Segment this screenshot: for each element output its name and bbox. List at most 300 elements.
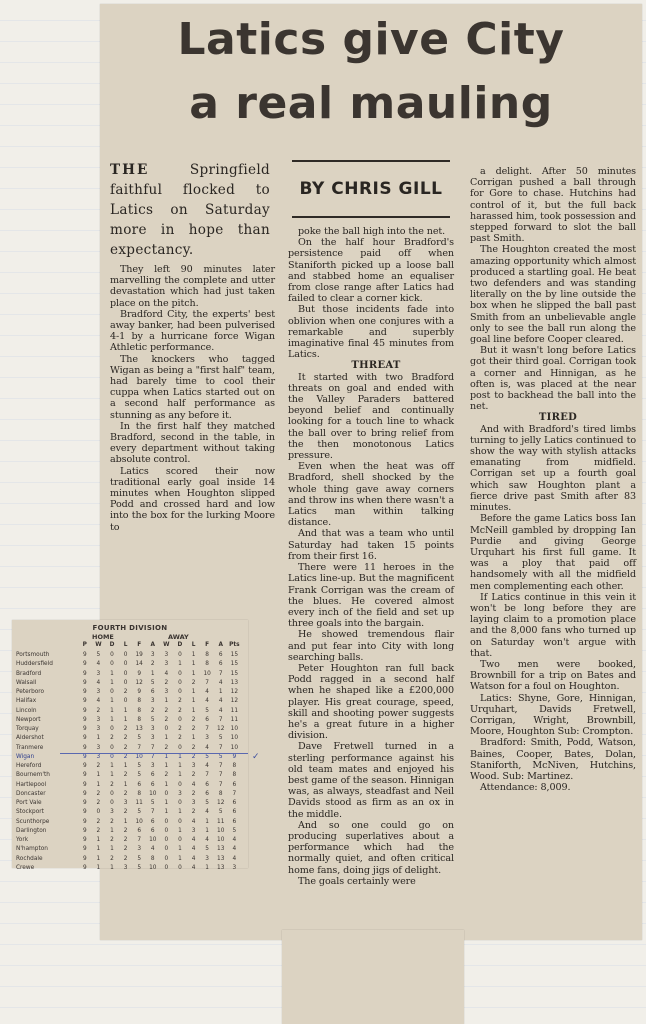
table-cell: 5 bbox=[218, 753, 223, 760]
table-cell: 4 bbox=[205, 837, 209, 843]
table-cell: 4 bbox=[205, 809, 209, 816]
column-header: F bbox=[137, 642, 142, 648]
table-cell: 0 bbox=[178, 744, 182, 751]
table-cell: 10 bbox=[217, 827, 225, 834]
team-name: York bbox=[16, 837, 29, 843]
table-cell: 8 bbox=[218, 790, 223, 797]
table-cell: 1 bbox=[178, 846, 182, 853]
table-cell: 6 bbox=[232, 781, 237, 788]
table-cell: 10 bbox=[217, 837, 225, 843]
table-cell: 3 bbox=[150, 726, 155, 732]
table-cell: 7 bbox=[137, 837, 142, 843]
table-cell: 0 bbox=[123, 679, 128, 686]
table-cell: 2 bbox=[178, 735, 182, 742]
table-cell: 9 bbox=[82, 670, 87, 677]
column-3-part-b bbox=[470, 424, 636, 794]
table-cell: 1 bbox=[178, 809, 182, 816]
table-cell: 1 bbox=[110, 772, 114, 779]
team-name: Rochdale bbox=[16, 855, 43, 862]
table-cell: 7 bbox=[218, 763, 223, 769]
table-cell: 1 bbox=[96, 837, 101, 843]
table-cell: 2 bbox=[191, 744, 196, 751]
table-cell: 0 bbox=[178, 679, 182, 686]
column-2-part-a bbox=[288, 226, 454, 360]
team-name: Doncaster bbox=[16, 790, 46, 797]
table-cell: 2 bbox=[96, 818, 101, 825]
table-cell: 0 bbox=[164, 864, 169, 871]
table-cell: 2 bbox=[191, 772, 196, 779]
table-cell: 6 bbox=[150, 689, 155, 695]
table-cell: 13 bbox=[217, 855, 225, 862]
table-cell: 13 bbox=[135, 726, 143, 732]
table-cell: 1 bbox=[150, 670, 155, 677]
table-cell: 1 bbox=[191, 652, 196, 658]
table-cell: 6 bbox=[232, 818, 237, 825]
table-cell: 5 bbox=[205, 846, 209, 853]
table-cell: 4 bbox=[218, 679, 223, 686]
table-cell: 6 bbox=[205, 790, 209, 797]
table-cell: 3 bbox=[191, 827, 196, 834]
table-cell: 2 bbox=[110, 781, 114, 788]
table-cell: 2 bbox=[150, 661, 155, 668]
table-cell: 0 bbox=[110, 744, 114, 751]
table-cell: 7 bbox=[218, 716, 223, 723]
table-cell: 6 bbox=[232, 809, 237, 816]
table-cell: 1 bbox=[96, 855, 101, 862]
table-cell: 4 bbox=[164, 670, 169, 677]
paragraph: They left 90 minutes later marvelling the complete and utter devastation which had just taken place on the pitch. bbox=[110, 264, 275, 309]
column-header: Pts bbox=[229, 642, 240, 648]
column-header: A bbox=[218, 642, 223, 648]
table-cell: 4 bbox=[96, 698, 101, 705]
table-cell: 4 bbox=[218, 707, 223, 714]
table-cell: 1 bbox=[164, 809, 169, 816]
table-cell: 2 bbox=[123, 753, 128, 760]
table-cell: 7 bbox=[232, 790, 237, 797]
table-cell: 4 bbox=[232, 855, 237, 862]
table-cell: 2 bbox=[123, 846, 128, 853]
table-cell: 4 bbox=[191, 864, 196, 871]
table-cell: 2 bbox=[164, 707, 169, 714]
table-cell: 19 bbox=[135, 652, 143, 658]
table-cell: 9 bbox=[82, 698, 87, 705]
table-cell: 1 bbox=[164, 781, 169, 788]
table-cell: 6 bbox=[150, 818, 155, 825]
table-cell: 9 bbox=[82, 855, 87, 862]
table-cell: 0 bbox=[110, 661, 114, 668]
table-row bbox=[16, 771, 244, 780]
table-cell: 4 bbox=[96, 661, 101, 668]
team-name: N'hampton bbox=[16, 846, 48, 853]
table-cell: 6 bbox=[137, 781, 142, 788]
table-cell: 12 bbox=[217, 726, 225, 732]
table-cell: 0 bbox=[164, 855, 169, 862]
column-header: L bbox=[123, 642, 128, 648]
table-cell: 1 bbox=[110, 864, 114, 871]
table-cell: 3 bbox=[150, 735, 155, 742]
table-cell: 5 bbox=[137, 772, 142, 779]
table-row bbox=[16, 734, 244, 743]
table-cell: 9 bbox=[82, 661, 87, 668]
table-cell: 0 bbox=[110, 689, 114, 695]
table-row bbox=[16, 836, 244, 845]
table-cell: 1 bbox=[164, 763, 169, 769]
table-cell: 9 bbox=[82, 744, 87, 751]
column-header: D bbox=[109, 642, 115, 648]
table-cell: 3 bbox=[123, 800, 128, 806]
table-cell: 7 bbox=[218, 781, 223, 788]
table-cell: 3 bbox=[96, 744, 101, 751]
table-cell: 0 bbox=[178, 689, 182, 695]
table-cell: 3 bbox=[205, 735, 209, 742]
table-row bbox=[16, 716, 244, 725]
headline-line-1: Latics give City bbox=[177, 14, 565, 65]
table-cell: 0 bbox=[164, 790, 169, 797]
team-name: Peterboro bbox=[16, 689, 45, 695]
table-cell: 7 bbox=[218, 772, 223, 779]
table-cell: 1 bbox=[178, 827, 182, 834]
table-cell: 2 bbox=[191, 809, 196, 816]
table-cell: 1 bbox=[191, 670, 196, 677]
paragraph: But those incidents fade into oblivion when one conjures with a remarkable and superbly imaginative final 45 minutes from Latics. bbox=[288, 304, 454, 361]
column-header: D bbox=[177, 642, 183, 648]
table-cell: 9 bbox=[82, 735, 87, 742]
team-name: Bradford bbox=[16, 670, 42, 677]
article-column-2 bbox=[288, 226, 454, 887]
table-cell: 8 bbox=[232, 772, 237, 779]
table-cell: 15 bbox=[230, 661, 239, 668]
table-cell: 9 bbox=[82, 809, 87, 816]
table-cell: 2 bbox=[96, 707, 101, 714]
table-cell: 1 bbox=[191, 707, 196, 714]
intro-paragraph bbox=[110, 160, 270, 260]
table-cell: 4 bbox=[232, 837, 237, 843]
table-cell: 5 bbox=[137, 735, 142, 742]
table-cell: 10 bbox=[203, 670, 211, 677]
table-cell: 2 bbox=[164, 772, 169, 779]
table-cell: 9 bbox=[82, 781, 87, 788]
table-cell: 9 bbox=[82, 652, 87, 658]
table-cell: 2 bbox=[150, 707, 155, 714]
table-cell: 3 bbox=[123, 864, 128, 871]
table-cell: 8 bbox=[137, 716, 142, 723]
table-cell: 0 bbox=[178, 781, 182, 788]
team-name: Crewe bbox=[16, 864, 35, 871]
table-cell: 1 bbox=[123, 763, 128, 769]
team-name: Port Vale bbox=[16, 800, 42, 806]
table-cell: 3 bbox=[150, 698, 155, 705]
table-cell: 13 bbox=[217, 864, 225, 871]
team-name: Aldershot bbox=[16, 735, 44, 742]
table-cell: 4 bbox=[191, 855, 196, 862]
intro-text: Springfield faithful flocked to Latics on Saturday more in hope than expectancy. bbox=[110, 162, 270, 258]
table-cell: 6 bbox=[205, 781, 209, 788]
table-cell: 12 bbox=[230, 698, 239, 705]
table-cell: 13 bbox=[230, 679, 239, 686]
table-cell: 1 bbox=[123, 716, 128, 723]
table-cell: 3 bbox=[110, 809, 114, 816]
table-cell: 9 bbox=[82, 726, 87, 732]
paragraph: It started with two Bradford threats on goal and ended with the Valley Paraders battered beyond belief and continually looking for a touch line to whack the ball over to bring relief from the then monotonous Latics pressure. bbox=[288, 371, 454, 462]
table-cell: 1 bbox=[164, 753, 169, 760]
table-cell: 1 bbox=[110, 707, 114, 714]
table-cell: 0 bbox=[164, 837, 169, 843]
team-name: Stockport bbox=[16, 809, 44, 816]
table-cell: 10 bbox=[230, 744, 239, 751]
table-cell: 6 bbox=[218, 661, 223, 668]
table-cell: 1 bbox=[96, 772, 101, 779]
table-cell: 5 bbox=[205, 707, 209, 714]
table-cell: 5 bbox=[232, 827, 237, 834]
table-cell: 1 bbox=[123, 818, 128, 825]
table-cell: 5 bbox=[150, 800, 155, 806]
table-cell: 5 bbox=[150, 716, 155, 723]
table-cell: 1 bbox=[178, 763, 182, 769]
table-cell: 11 bbox=[230, 716, 239, 723]
table-cell: 9 bbox=[137, 670, 142, 677]
table-cell: 7 bbox=[218, 670, 223, 677]
table-cell: 2 bbox=[96, 790, 101, 797]
table-cell: 7 bbox=[150, 753, 155, 760]
table-cell: 6 bbox=[150, 781, 155, 788]
table-cell: 0 bbox=[110, 652, 114, 658]
table-cell: 1 bbox=[178, 753, 182, 760]
table-cell: 3 bbox=[232, 864, 237, 871]
table-cell: 1 bbox=[96, 735, 101, 742]
table-cell: 2 bbox=[123, 726, 128, 732]
table-row bbox=[16, 697, 244, 706]
table-cell: 2 bbox=[178, 726, 182, 732]
table-cell: 2 bbox=[123, 827, 128, 834]
table-cell: 2 bbox=[96, 763, 101, 769]
table-cell: 15 bbox=[230, 652, 239, 658]
table-cell: 1 bbox=[164, 800, 169, 806]
table-cell: 10 bbox=[230, 726, 239, 732]
article-column-1 bbox=[110, 264, 275, 533]
table-cell: 2 bbox=[191, 753, 196, 760]
table-cell: 1 bbox=[164, 698, 169, 705]
table-cell: 4 bbox=[96, 679, 101, 686]
pen-underline bbox=[60, 753, 248, 754]
table-cell: 7 bbox=[205, 679, 209, 686]
table-cell: 1 bbox=[205, 818, 209, 825]
table-cell: 3 bbox=[96, 753, 101, 760]
table-row bbox=[16, 725, 244, 734]
table-cell: 4 bbox=[218, 698, 223, 705]
table-row bbox=[16, 799, 244, 808]
table-cell: 2 bbox=[123, 790, 128, 797]
paragraph: If Latics continue in this vein it won't be long before they are laying claim to a promotion place and the 8,000 fans who turned up on Saturday won't argue with that. bbox=[470, 591, 636, 659]
table-cell: 0 bbox=[123, 670, 128, 677]
table-cell: 2 bbox=[123, 772, 128, 779]
table-cell: 2 bbox=[110, 837, 114, 843]
table-cell: 9 bbox=[82, 753, 87, 760]
table-cell: 3 bbox=[178, 790, 182, 797]
table-cell: 6 bbox=[205, 716, 209, 723]
table-cell: 2 bbox=[178, 698, 182, 705]
table-cell: 0 bbox=[110, 790, 114, 797]
pen-mark-glyph: ✓ bbox=[252, 752, 260, 762]
table-cell: 9 bbox=[82, 837, 87, 843]
subhead-tired: TIRED bbox=[538, 412, 578, 424]
column-header: W bbox=[95, 642, 102, 648]
table-cell: 4 bbox=[150, 846, 155, 853]
table-cell: 9 bbox=[82, 763, 87, 769]
table-cell: 4 bbox=[191, 818, 196, 825]
table-cell: 0 bbox=[178, 800, 182, 806]
paragraph: Bradford: Smith, Podd, Watson, Baines, Cooper, Bates, Dolan, Staniforth, McNiven, Hutchins, Wood. Sub: Martinez. bbox=[470, 737, 636, 782]
table-cell: 2 bbox=[123, 744, 128, 751]
table-cell: 9 bbox=[82, 689, 87, 695]
table-cell: 2 bbox=[110, 735, 114, 742]
table-cell: 1 bbox=[110, 679, 114, 686]
table-row bbox=[16, 670, 244, 679]
table-cell: 0 bbox=[164, 827, 169, 834]
table-cell: 10 bbox=[135, 753, 143, 760]
table-cell: 1 bbox=[110, 716, 114, 723]
table-cell: 9 bbox=[82, 679, 87, 686]
table-cell: 2 bbox=[123, 689, 128, 695]
table-cell: 5 bbox=[137, 763, 142, 769]
table-cell: 8 bbox=[137, 707, 142, 714]
table-cell: 2 bbox=[123, 837, 128, 843]
table-cell: 10 bbox=[135, 818, 143, 825]
paragraph: But it wasn't long before Latics got their third goal. Corrigan took a corner and Hinnigan, as he often is, was placed at the near post to backhead the ball into the net. bbox=[470, 345, 636, 413]
column-header: P bbox=[82, 642, 87, 648]
table-cell: 1 bbox=[123, 707, 128, 714]
table-cell: 0 bbox=[178, 818, 182, 825]
table-cell: 0 bbox=[123, 652, 128, 658]
paragraph: Before the game Latics boss Ian McNeill gambled by dropping Ian Purdie and giving George Urquhart his first full game. It was a ploy that paid off handsomely with all the midfield men complementing each other. bbox=[470, 513, 636, 592]
table-row bbox=[16, 790, 244, 799]
headline-line-2: a real mauling bbox=[189, 78, 553, 129]
table-cell: 1 bbox=[96, 864, 101, 871]
table-cell: 1 bbox=[191, 661, 196, 668]
table-cell: 6 bbox=[150, 827, 155, 834]
table-cell: 8 bbox=[205, 661, 209, 668]
table-cell: 8 bbox=[137, 790, 142, 797]
table-cell: 12 bbox=[217, 800, 225, 806]
table-cell: 5 bbox=[205, 753, 209, 760]
table-cell: 2 bbox=[110, 818, 114, 825]
league-table-title: FOURTH DIVISION bbox=[92, 624, 168, 632]
table-cell: 15 bbox=[230, 670, 239, 677]
table-cell: 9 bbox=[82, 716, 87, 723]
byline: BY CHRIS GILL bbox=[292, 160, 450, 218]
paragraph: Bradford City, the experts' best away banker, had been pulverised 4-1 by a hurricane force Wigan Athletic performance. bbox=[110, 308, 275, 354]
paragraph: He showed tremendous flair and put fear into City with long searching balls. bbox=[288, 629, 454, 663]
table-cell: 2 bbox=[191, 716, 196, 723]
table-cell: 4 bbox=[191, 837, 196, 843]
table-cell: 11 bbox=[217, 818, 225, 825]
column-2-part-b bbox=[288, 372, 454, 887]
league-table-groups bbox=[16, 633, 244, 642]
table-cell: 2 bbox=[96, 827, 101, 834]
table-cell: 5 bbox=[150, 679, 155, 686]
table-row bbox=[16, 679, 244, 688]
table-cell: 5 bbox=[218, 735, 223, 742]
table-cell: 0 bbox=[178, 652, 182, 658]
column-header: A bbox=[150, 642, 156, 648]
paragraph: Dave Fretwell turned in a sterling performance against his old team mates and enjoyed his best game of the season. Hinnigan was, as always, steadfast and Neil Davids stood as firm as an ox in the middle. bbox=[288, 741, 454, 820]
table-cell: 0 bbox=[110, 753, 114, 760]
table-cell: 4 bbox=[205, 763, 209, 769]
table-cell: 1 bbox=[110, 846, 114, 853]
team-name: Torquay bbox=[16, 726, 39, 732]
table-cell: 1 bbox=[178, 772, 182, 779]
table-cell: 2 bbox=[110, 855, 114, 862]
paragraph: There were 11 heroes in the Latics line-up. But the magnificent Frank Corrigan was the cream of the blues. He covered almost every inch of the field and set up three goals into the bargain. bbox=[288, 562, 454, 630]
table-cell: 6 bbox=[150, 772, 155, 779]
table-cell: 4 bbox=[191, 781, 196, 788]
table-cell: 0 bbox=[123, 661, 128, 668]
paragraph: Even when the heat was off Bradford, shell shocked by the whole thing gave away corners and throw ins when there wasn't a Latics man within talking distance. bbox=[288, 461, 454, 529]
table-cell: 9 bbox=[82, 772, 87, 779]
table-cell: 2 bbox=[123, 735, 128, 742]
table-cell: 1 bbox=[110, 698, 114, 705]
paragraph: The goals certainly were bbox=[298, 875, 416, 887]
team-name: Tranmere bbox=[16, 744, 44, 751]
table-cell: 0 bbox=[164, 846, 169, 853]
table-cell: 7 bbox=[218, 744, 223, 751]
table-cell: 0 bbox=[123, 698, 128, 705]
table-cell: 7 bbox=[150, 744, 155, 751]
table-cell: 1 bbox=[164, 735, 169, 742]
table-cell: 7 bbox=[205, 726, 209, 732]
paragraph: The knockers who tagged Wigan as being a "first half" team, had barely time to cool their cuppa when Latics started out on a second half performance as stunning as any before it. bbox=[110, 353, 275, 421]
league-table-body bbox=[16, 651, 244, 873]
team-name: Lincoln bbox=[16, 707, 37, 714]
table-cell: 5 bbox=[137, 855, 142, 862]
team-name: Scunthorpe bbox=[16, 818, 50, 825]
table-cell: 0 bbox=[164, 818, 169, 825]
table-cell: 2 bbox=[164, 679, 169, 686]
table-cell: 9 bbox=[82, 790, 87, 797]
table-row bbox=[16, 762, 244, 771]
column-3-part-a bbox=[470, 166, 636, 412]
table-cell: 11 bbox=[135, 800, 143, 806]
table-cell: 8 bbox=[205, 652, 209, 658]
team-header-cell bbox=[16, 642, 78, 651]
table-cell: 3 bbox=[96, 716, 101, 723]
paragraph: a delight. After 50 minutes Corrigan pushed a ball through for Gore to chase. Hutchins had control of it, but the full back harassed him, took possession and stepped forward to slot the ball past Smith. bbox=[470, 166, 636, 245]
table-cell: 3 bbox=[150, 763, 155, 769]
team-name: Huddersfield bbox=[16, 661, 53, 668]
table-cell: 0 bbox=[178, 670, 182, 677]
table-cell: 5 bbox=[218, 809, 223, 816]
article-column-3 bbox=[470, 166, 636, 793]
paragraph: And with Bradford's tired limbs turning to jelly Latics continued to show the way with stylish attacks emanating from midfield. Corrigan set up a fourth goal which saw Houghton plant a fierce drive past Smith after 83 minutes. bbox=[470, 423, 636, 514]
table-row bbox=[16, 818, 244, 827]
table-cell: 4 bbox=[232, 846, 237, 853]
table-cell: 2 bbox=[123, 855, 128, 862]
table-cell: 0 bbox=[178, 864, 182, 871]
article-clipping-continuation bbox=[282, 930, 464, 1024]
table-cell: 5 bbox=[137, 809, 142, 816]
column-header: L bbox=[191, 642, 196, 648]
table-cell: 11 bbox=[230, 707, 239, 714]
away-group-label: AWAY bbox=[168, 633, 189, 641]
table-cell: 2 bbox=[178, 707, 182, 714]
table-cell: 3 bbox=[164, 652, 169, 658]
table-cell: 4 bbox=[205, 744, 209, 751]
table-cell: 3 bbox=[150, 652, 155, 658]
table-cell: 3 bbox=[191, 800, 196, 806]
table-cell: 5 bbox=[137, 864, 142, 871]
table-cell: 13 bbox=[217, 846, 225, 853]
table-row bbox=[16, 864, 244, 873]
table-cell: 9 bbox=[82, 707, 87, 714]
